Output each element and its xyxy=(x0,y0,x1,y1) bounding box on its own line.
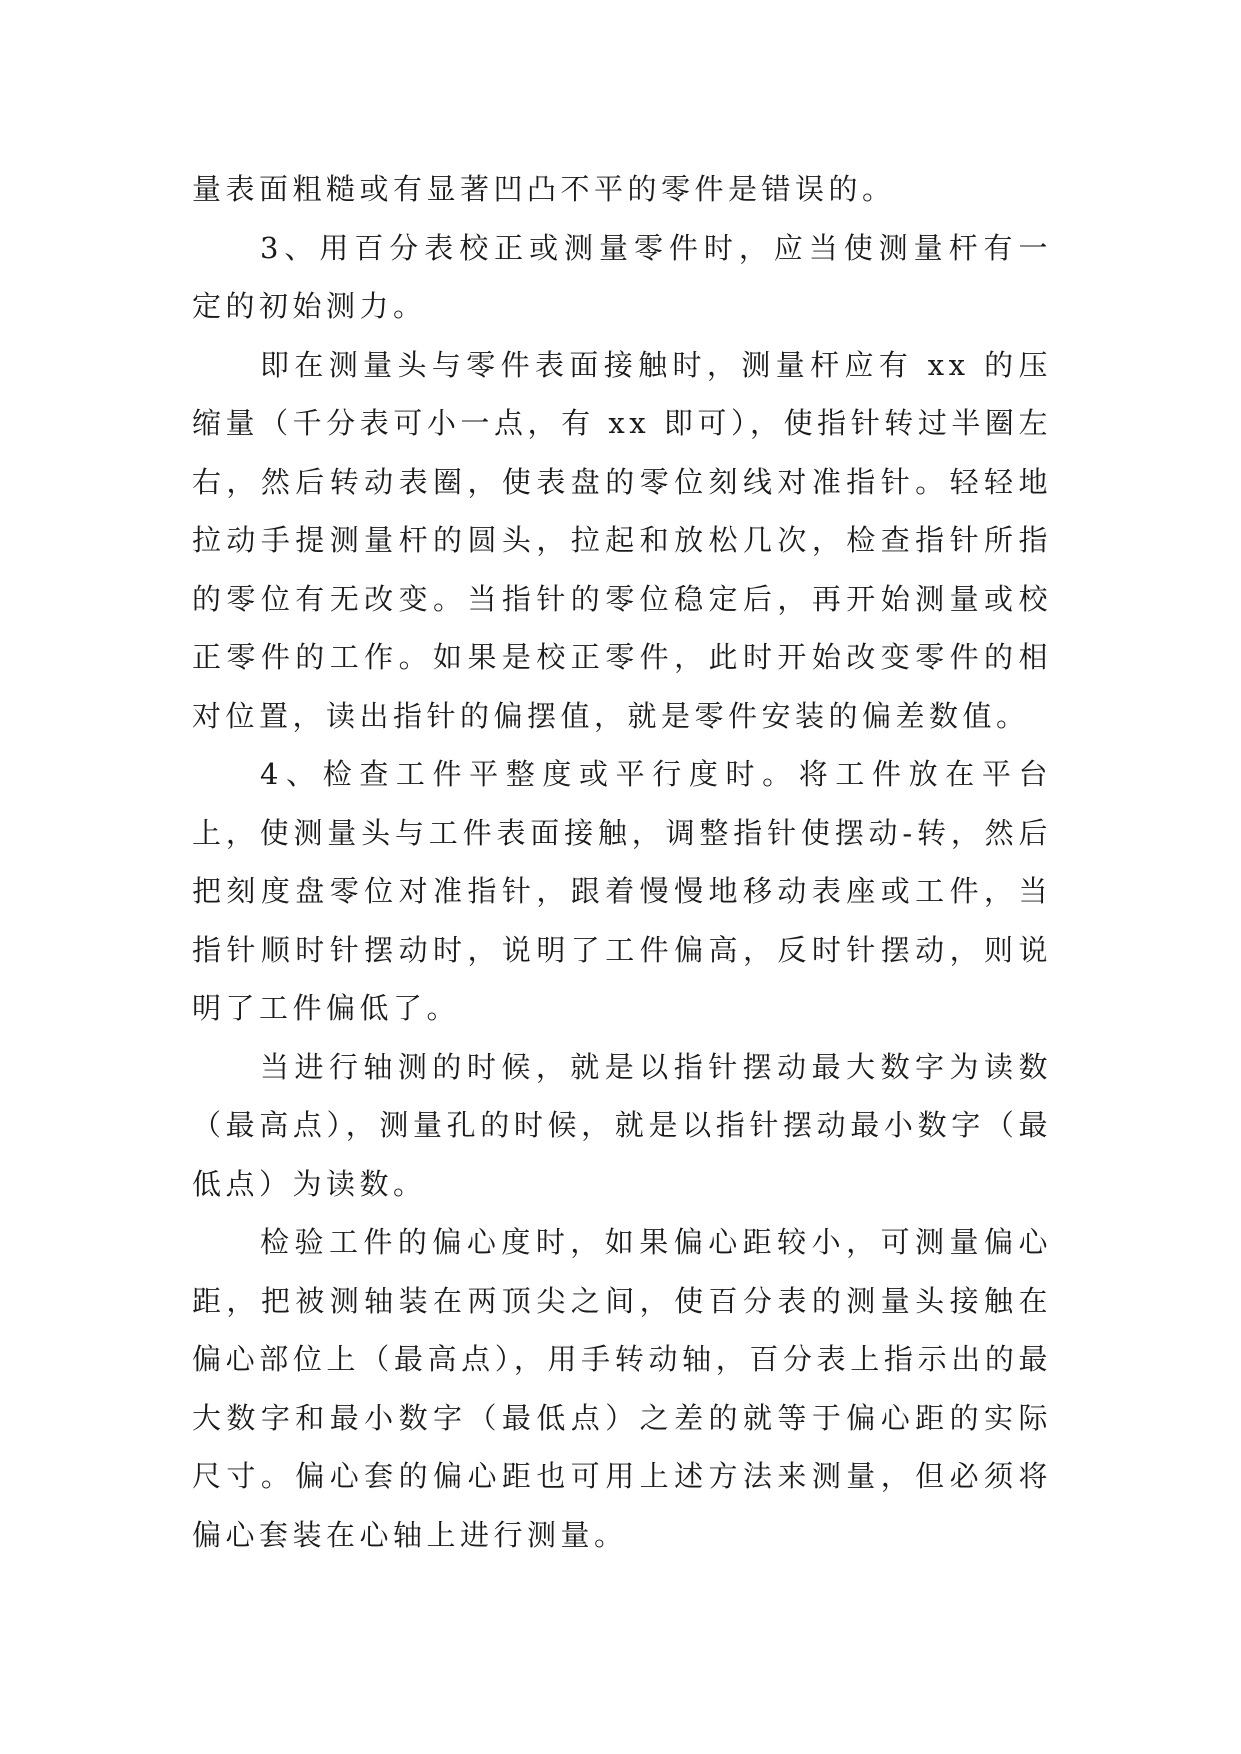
paragraph-item-3: 3、用百分表校正或测量零件时，应当使测量杆有一定的初始测力。 xyxy=(192,230,1052,323)
document-body xyxy=(192,160,1052,1564)
paragraph-eccentricity: 检验工件的偏心度时，如果偏心距较小，可测量偏心距，把被测轴装在两顶尖之间，使百分表的测量头接触在偏心部位上（最高点），用手转动轴，百分表上指示出的最大数字和最小数字（最低点）之差的就等于偏心距的实际尺寸。偏心套的偏心距也可用上述方法来测量，但必须将偏心套装在心轴上进行测量。 xyxy=(192,1225,1052,1552)
paragraph-initial-force: 即在测量头与零件表面接触时，测量杆应有 xx 的压缩量（千分表可小一点，有 xx 即可），使指针转过半圈左右，然后转动表圈，使表盘的零位刻线对准指针。轻轻地拉动手提测量杆的圆头，拉起和放松几次，检查指针所指的零位有无改变。当指针的零位稳定后，再开始测量或校正零件的工作。如果是校正零件，此时开始改变零件的相对位置，读出指针的偏摆值，就是零件安装的偏差数值。 xyxy=(192,347,1052,733)
paragraph-item-4: 4、检查工件平整度或平行度时。将工件放在平台上，使测量头与工件表面接触，调整指针使摆动-转，然后把刻度盘零位对准指针，跟着慢慢地移动表座或工件，当指针顺时针摆动时，说明了工件偏高，反时针摆动，则说明了工件偏低了。 xyxy=(192,757,1052,1025)
paragraph-continuation: 量表面粗糙或有显著凹凸不平的零件是错误的。 xyxy=(192,172,896,206)
paragraph-reading-rule: 当进行轴测的时候，就是以指针摆动最大数字为读数（最高点），测量孔的时候，就是以指针摆动最小数字（最低点）为读数。 xyxy=(192,1049,1052,1201)
